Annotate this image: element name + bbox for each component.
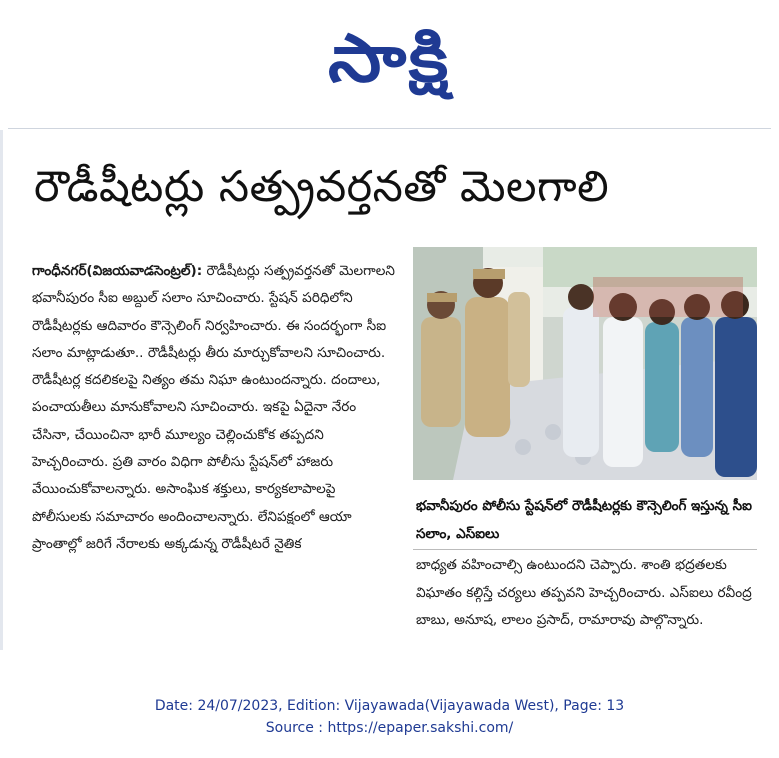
divider [413,549,757,550]
body-text: రౌడీషీటర్లు సత్ప్రవర్తనతో మెలగాలని భవానీపురం సీఐ అబ్దుల్ సలాం సూచించారు. స్టేషన్ పరిధిలోని రౌడీషీటర్లకు ఆదివారం కౌన్సెలింగ్ నిర్వహించారు. ఈ సందర్భంగా సీఐ సలాం మాట్లాడుతూ.. రౌడీషీటర్లు తీరు మార్చుకోవాలని సూచించారు. రౌడీషీటర్ల కదలికలపై నిత్యం తమ నిఘా ఉంటుందన్నారు. దందాలు, పంచాయతీలు మానుకోవాలని సూచించారు. ఇకపై ఏదైనా నేరం చేసినా, చేయించినా భారీ మూల్యం చెల్లించుకోక తప్పదని హెచ్చరించారు. ప్రతి వారం విధిగా పోలీసు స్టేషన్‌లో హాజరు వేయించుకోవాలన్నారు. అసాంఘిక శక్తులు, కార్యకలాపాలపై పోలీసులకు సమాచారం అందించాలన్నారు. లేనిపక్షంలో ఆయా ప్రాంతాల్లో జరిగే నేరాలకు అక్కడున్న రౌడీషీటరే నైతిక [32,263,395,552]
edition-info: Date: 24/07/2023, Edition: Vijayawada(Vijayawada West), Page: 13 [154,698,625,714]
divider [8,128,771,129]
news-photo [413,247,757,480]
newspaper-logo: సాక్షి [328,20,451,97]
masthead [0,0,779,118]
dateline: గాంధీనగర్(విజయవాడసెంట్రల్): [32,263,203,279]
article-headline: రౌడీషీటర్లు సత్ప్రవర్తనతో మెలగాలి [34,162,610,212]
news-photo-image [413,247,757,480]
article-body [32,258,398,558]
page-edge-shadow [0,130,3,650]
article-paragraph [32,258,398,558]
article-body-continued: బాధ్యత వహించాల్సి ఉంటుందని చెప్పారు. శాంతి భద్రతలకు విఘాతం కల్గిస్తే చర్యలు తప్పవని హెచ్చరించారు. ఎస్‌ఐలు రవీంద్ర బాబు, అనూష, లాలం ప్రసాద్, రామారావు పాల్గొన్నారు. [416,557,752,628]
source-link[interactable]: Source : https://epaper.sakshi.com/ [265,720,514,736]
photo-caption: భవానీపురం పోలీసు స్టేషన్‌లో రౌడీషీటర్లకు కౌన్సెలింగ్ ఇస్తున్న సీఐ సలాం, ఎస్‌ఐలు [416,498,752,542]
